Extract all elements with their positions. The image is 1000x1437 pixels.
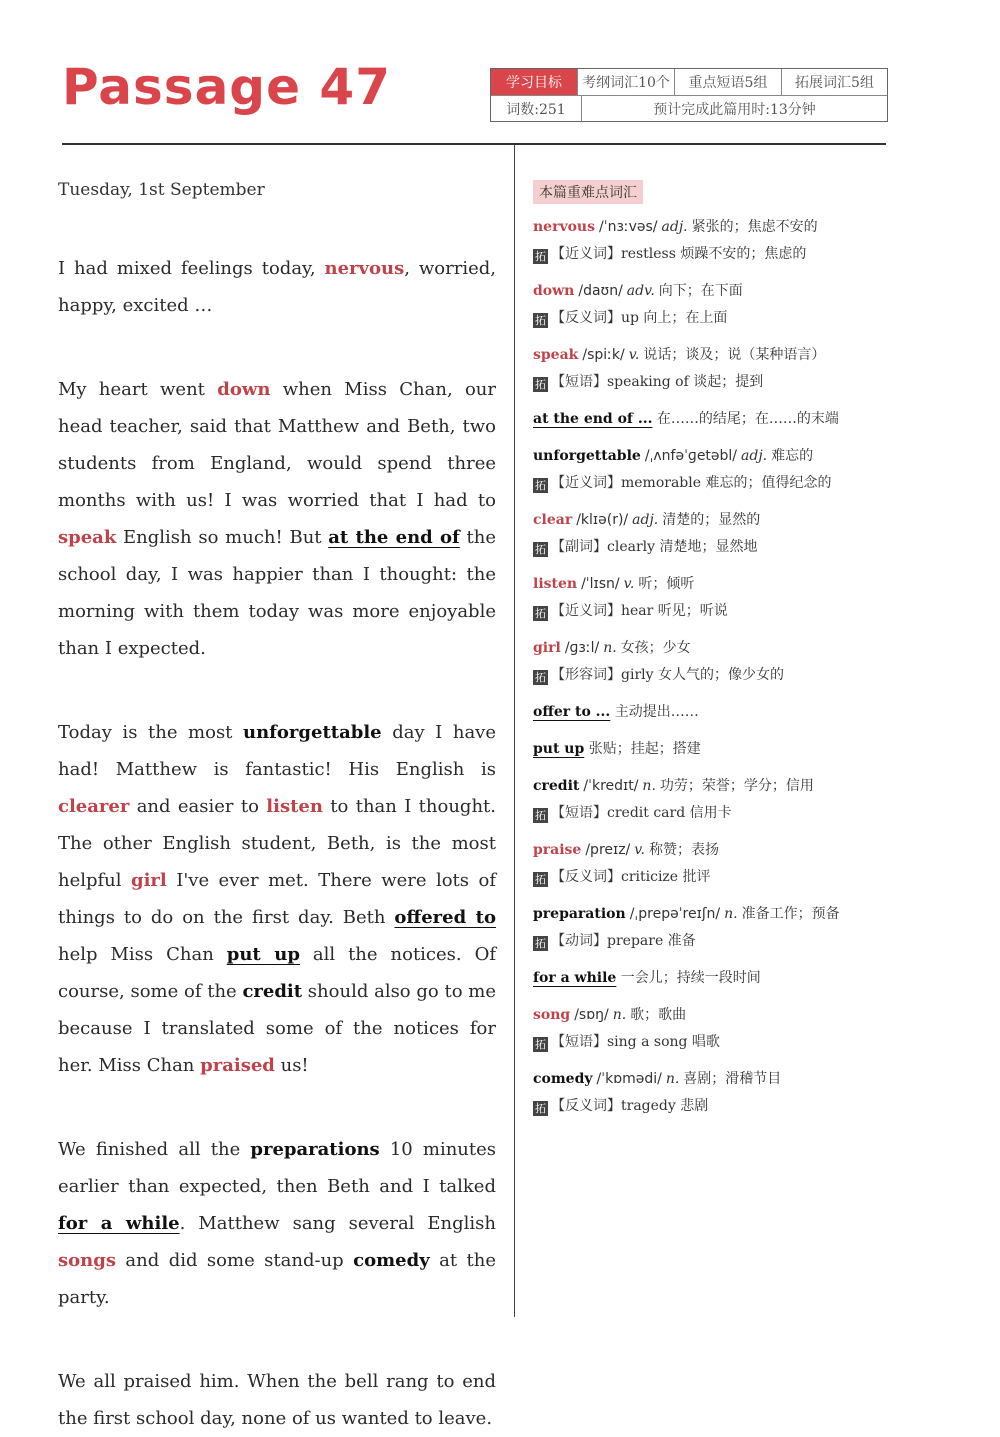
vocab-extension: 【形容词】girly 女人气的；像少女的 [551,667,784,683]
vocab-extension: 【短语】credit card 信用卡 [551,805,732,821]
keyword-praised[interactable]: praised [200,1055,275,1076]
vocab-extension: 【近义词】hear 听见；听说 [551,603,728,619]
extension-icon: 拓 [535,607,546,620]
vocab-entry [533,773,863,827]
vocab-main-line [533,214,863,241]
vocab-definition: 主动提出…… [614,704,699,720]
vocab-definition: 在……的结尾；在……的末端 [656,411,839,427]
vocab-definition: 听；倾听 [638,576,695,592]
vocab-definition: 清楚的；显然的 [662,512,761,528]
vocab-part-of-speech: adj. [632,512,659,528]
keyword-nervous[interactable]: nervous [324,258,405,279]
vocab-extension-line [533,928,863,955]
vocab-main-line [533,443,863,470]
vocab-extension-line [533,662,863,689]
vocab-extension: 【反义词】tragedy 悲剧 [551,1098,709,1114]
vocab-main-line [533,342,863,369]
vocab-part-of-speech: v. [623,576,635,592]
vocab-main-line [533,1066,863,1093]
vocab-extension-line [533,534,863,561]
extension-icon: 拓 [535,378,546,391]
column-divider [514,145,515,1317]
vocab-definition: 准备工作；预备 [741,906,840,922]
vocab-extension-line [533,800,863,827]
vocab-main-line [533,635,863,662]
vocab-word: put up [533,741,585,757]
word-count: 词数:251 [491,96,582,122]
vocab-phonetic: /ɡɜːl/ [564,640,600,656]
vocab-extension: 【反义词】criticize 批评 [551,869,711,885]
vocab-main-line [533,965,863,992]
vocab-entry [533,571,863,625]
keyword-clearer[interactable]: clearer [58,796,130,817]
keyword-preparations[interactable]: preparations [250,1139,380,1160]
extension-icon: 拓 [535,937,546,950]
vocab-phonetic: /ˈnɜːvəs/ [599,219,658,235]
vocab-extension-line [533,470,863,497]
vocab-extension: 【短语】speaking of 谈起；提到 [551,374,764,390]
vocab-extension: 【反义词】up 向上；在上面 [551,310,728,326]
vocab-part-of-speech: adj. [661,219,688,235]
vocab-word: credit [533,778,580,794]
extended-count: 拓展词汇5组 [795,75,874,91]
vocab-extension-line [533,864,863,891]
phrase-put-up[interactable]: put up [226,944,300,965]
vocab-extension-line [533,241,863,268]
paragraph-3: Today is the most unforgettable day I have had! Matthew is fantastic! His English is clearer and easier to listen to than I thought. The other English student, Beth, is the most helpful girl I've ever met. There were lots of things to do on the first day. Beth offered to help Miss Chan put up all the notices. Of course, some of the credit should also go to me because I translated some of the notices for her. Miss Chan praised us! [58,722,497,1076]
vocab-extension-line [533,369,863,396]
vocab-extension: 【动词】prepare 准备 [551,933,696,949]
keyword-down[interactable]: down [217,379,271,400]
study-goal-table [490,68,888,122]
keyword-songs[interactable]: songs [58,1250,116,1271]
vocab-phonetic: /sɒŋ/ [574,1007,609,1023]
vocab-main-line [533,507,863,534]
vocab-word: song [533,1007,571,1023]
vocab-entry [533,342,863,396]
vocab-phonetic: /ˈkɒmədi/ [596,1071,662,1087]
keyword-unforgettable[interactable]: unforgettable [243,722,382,743]
vocab-word: nervous [533,219,595,235]
vocab-entry [533,901,863,955]
extension-icon: 拓 [535,671,546,684]
extension-icon: 拓 [535,250,546,263]
vocab-phonetic: /ˈlɪsn/ [581,576,620,592]
vocab-word: offer to ... [533,704,611,720]
vocab-main-line [533,571,863,598]
vocab-part-of-speech: n. [665,1071,680,1087]
vocab-part-of-speech: n. [724,906,738,922]
vocab-word: down [533,283,575,299]
vocab-word: praise [533,842,582,858]
vocab-entry [533,965,863,992]
paragraph-5: We all praised him. When the bell rang to end the first school day, none of us wanted to leave. [58,1371,496,1429]
keyword-speak[interactable]: speak [58,527,117,548]
vocab-main-line [533,837,863,864]
vocab-extension-line [533,305,863,332]
extension-icon: 拓 [535,1038,546,1051]
goal-label: 学习目标 [491,69,578,95]
vocab-word: listen [533,576,578,592]
keyword-credit[interactable]: credit [242,981,303,1002]
vocab-extension: 【近义词】restless 烦躁不安的；焦虑的 [551,246,807,262]
keyword-girl[interactable]: girl [131,870,167,891]
paragraph-1: I had mixed feelings today, nervous, worried, happy, excited … [58,258,496,316]
vocab-main-line [533,1002,863,1029]
vocab-main-line [533,278,863,305]
vocab-part-of-speech: n. [612,1007,627,1023]
extension-icon: 拓 [535,873,546,886]
vocab-phonetic: /klɪə(r)/ [576,512,629,528]
header-divider [62,143,886,145]
extension-icon: 拓 [535,479,546,492]
keyword-listen[interactable]: listen [266,796,323,817]
vocab-entry [533,406,863,433]
vocab-entry [533,214,863,268]
vocab-definition: 难忘的 [771,448,814,464]
phrase-for-a-while[interactable]: for a while [58,1213,180,1234]
paragraph-2: My heart went down when Miss Chan, our head teacher, said that Matthew and Beth, two students from England, would spend three months with us! I was worried that I had to speak English so much! But at the end of the school day, I was happier than I thought: the morning with them today was more enjoyable than I expected. [58,379,497,659]
extension-icon: 拓 [535,809,546,822]
vocab-main-line [533,406,863,433]
vocab-main-line [533,736,863,763]
vocab-word: girl [533,640,561,656]
vocab-extension-line [533,1093,863,1120]
vocab-definition: 喜剧；滑稽节目 [683,1071,782,1087]
passage-column [58,172,496,1437]
vocab-entry [533,278,863,332]
vocab-part-of-speech: v. [628,347,640,363]
vocab-extension: 【副词】clearly 清楚地；显然地 [551,539,758,555]
vocab-part-of-speech: adv. [626,283,655,299]
vocab-part-of-speech: adj. [741,448,768,464]
vocab-extension: 【近义词】memorable 难忘的；值得纪念的 [551,475,832,491]
vocab-definition: 女孩；少女 [620,640,691,656]
vocab-main-line [533,773,863,800]
vocab-word: preparation [533,906,626,922]
vocab-entry [533,507,863,561]
vocab-extension-line [533,1029,863,1056]
vocab-entry [533,1066,863,1120]
vocab-definition: 向下；在下面 [658,283,743,299]
keyword-comedy[interactable]: comedy [353,1250,430,1271]
vocab-entry [533,1002,863,1056]
vocab-part-of-speech: v. [634,842,645,858]
vocab-phonetic: /spiːk/ [582,347,625,363]
phrase-at-the-end-of[interactable]: at the end of [328,527,460,548]
phrase-offered-to[interactable]: offered to [394,907,496,928]
vocab-main-line [533,699,863,726]
vocab-part-of-speech: n. [642,778,656,794]
vocab-entry [533,443,863,497]
vocab-extension: 【短语】sing a song 唱歌 [551,1034,720,1050]
vocab-phonetic: /ˌprepəˈreɪʃn/ [629,906,721,922]
vocab-word: comedy [533,1071,593,1087]
vocab-word: for a while [533,970,617,986]
vocab-definition: 一会儿；持续一段时间 [620,970,761,986]
vocab-word: unforgettable [533,448,641,464]
vocab-entry [533,699,863,726]
vocab-definition: 称赞；表扬 [648,842,719,858]
vocab-word: at the end of ... [533,411,653,427]
vocab-header: 本篇重难点词汇 [533,180,643,204]
vocab-main-line [533,901,863,928]
vocab-extension-line [533,598,863,625]
vocab-entry [533,635,863,689]
vocab-definition: 歌；歌曲 [630,1007,687,1023]
extension-icon: 拓 [535,543,546,556]
extension-icon: 拓 [535,314,546,327]
vocab-definition: 说话；谈及；说（某种语言） [643,347,826,363]
time-estimate: 预计完成此篇用时:13分钟 [653,102,816,118]
vocab-list [533,214,863,1120]
paragraph-4: We finished all the preparations 10 minutes earlier than expected, then Beth and I talked for a while. Matthew sang several English songs and did some stand-up comedy at the party. [58,1139,497,1308]
vocab-definition: 紧张的；焦虑不安的 [691,219,818,235]
vocab-count: 考纲词汇10个 [578,69,675,95]
vocab-definition: 功劳；荣誉；学分；信用 [659,778,814,794]
vocab-phonetic: /ˈkredɪt/ [583,778,639,794]
vocab-phonetic: /daʊn/ [578,283,623,299]
vocab-phonetic: /preɪz/ [585,842,631,858]
vocab-entry [533,736,863,763]
vocab-phonetic: /ˌʌnfəˈɡetəbl/ [644,448,738,464]
phrase-count: 重点短语5组 [675,69,782,95]
vocab-definition: 张贴；挂起；搭建 [588,741,701,757]
vocab-part-of-speech: n. [603,640,617,656]
vocab-word: clear [533,512,573,528]
vocab-column [533,180,863,1130]
vocab-entry [533,837,863,891]
extension-icon: 拓 [535,1102,546,1115]
page-title: Passage 47 [62,58,391,116]
vocab-word: speak [533,347,579,363]
diary-date: Tuesday, 1st September [58,180,265,200]
